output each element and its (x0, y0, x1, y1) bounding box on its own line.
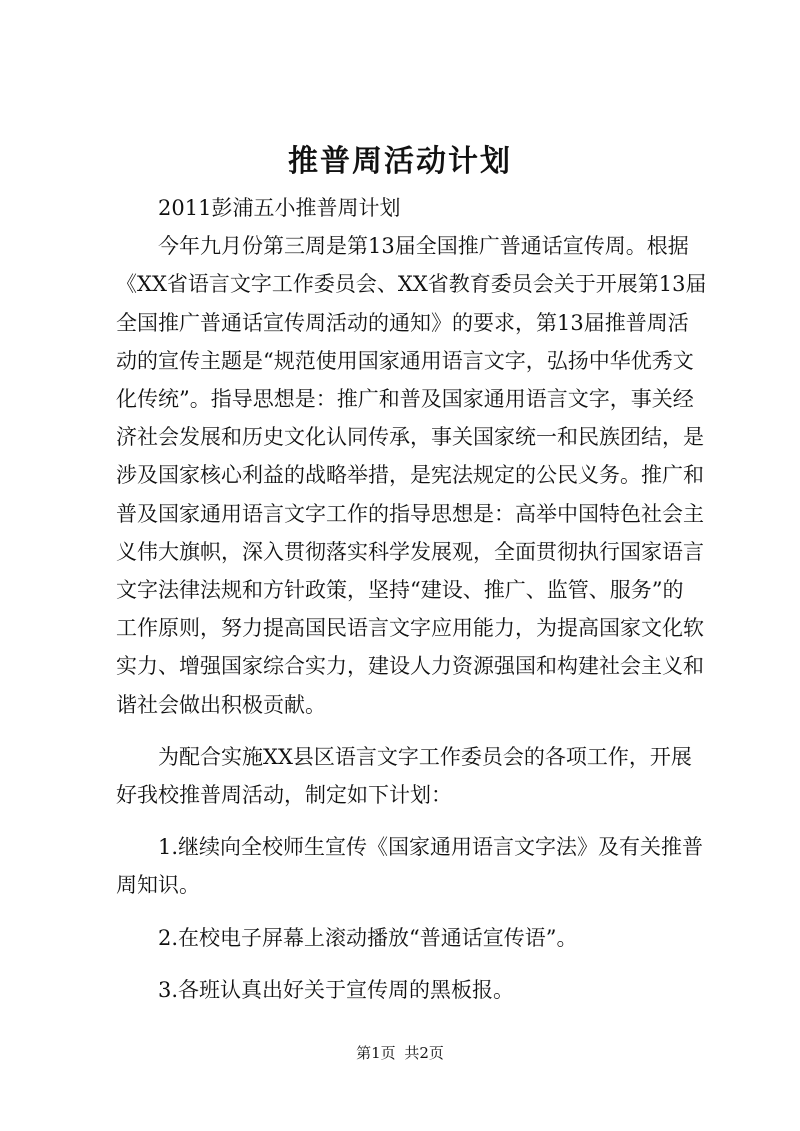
paragraph-1-line: 实力、增强国家综合实力，建设人力资源强国和构建社会主义和 (116, 654, 704, 679)
paragraph-2-line: 为配合实施XX县区语言文字工作委员会的各项工作，开展 (158, 744, 692, 769)
plan-item-2: 2.在校电子屏幕上滚动播放“普通话宣传语”。 (158, 925, 578, 950)
paragraph-1-line: 《XX省语言文字工作委员会、XX省教育委员会关于开展第13届 (116, 272, 707, 297)
document-subtitle: 2011彭浦五小推普周计划 (158, 196, 401, 220)
paragraph-1-line: 普及国家通用语言文字工作的指导思想是：高举中国特色社会主 (116, 501, 704, 526)
paragraph-1-line: 动的宣传主题是“规范使用国家通用语言文字，弘扬中华优秀文 (116, 348, 694, 373)
paragraph-spacer (116, 905, 708, 919)
paragraph-1-line: 涉及国家核心利益的战略举措，是宪法规定的公民义务。推广和 (116, 463, 704, 488)
paragraph-2 (116, 738, 708, 814)
paragraph-1-line: 文字法律法规和方针政策，坚持“建设、推广、监管、服务”的 (116, 578, 684, 603)
paragraph-1-line: 化传统”。指导思想是：推广和普及国家通用语言文字，事关经 (116, 387, 694, 412)
document-body (116, 189, 708, 1009)
page-number: 第1页 (356, 1044, 396, 1062)
paragraph-spacer (116, 724, 708, 738)
paragraph-1 (116, 227, 708, 724)
paragraph-1-line: 义伟大旗帜，深入贯彻落实科学发展观，全面贯彻执行国家语言 (116, 539, 704, 564)
paragraph-1-line: 济社会发展和历史文化认同传承，事关国家统一和民族团结，是 (116, 425, 704, 450)
paragraph-2-line: 好我校推普周活动，制定如下计划： (116, 783, 452, 808)
plan-item-line: 周知识。 (116, 873, 200, 898)
plan-item-line: 1.继续向全校师生宣传《国家通用语言文字法》及有关推普 (158, 835, 704, 860)
document-title: 推普周活动计划 (288, 144, 512, 179)
paragraph-1-line: 工作原则，努力提高国民语言文字应用能力，为提高国家文化软 (116, 616, 704, 641)
paragraph-1-line: 今年九月份第三周是第13届全国推广普通话宣传周。根据 (158, 234, 689, 259)
paragraph-spacer (116, 957, 708, 971)
page-footer (0, 1042, 800, 1064)
plan-item-3: 3.各班认真出好关于宣传周的黑板报。 (158, 977, 515, 1002)
paragraph-1-line: 全国推广普通话宣传周活动的通知》的要求，第13届推普周活 (116, 310, 689, 335)
plan-item-1 (116, 828, 708, 904)
paragraph-spacer (116, 814, 708, 828)
paragraph-1-line: 谐社会做出积极贡献。 (116, 692, 326, 717)
page-total: 共2页 (404, 1044, 444, 1062)
